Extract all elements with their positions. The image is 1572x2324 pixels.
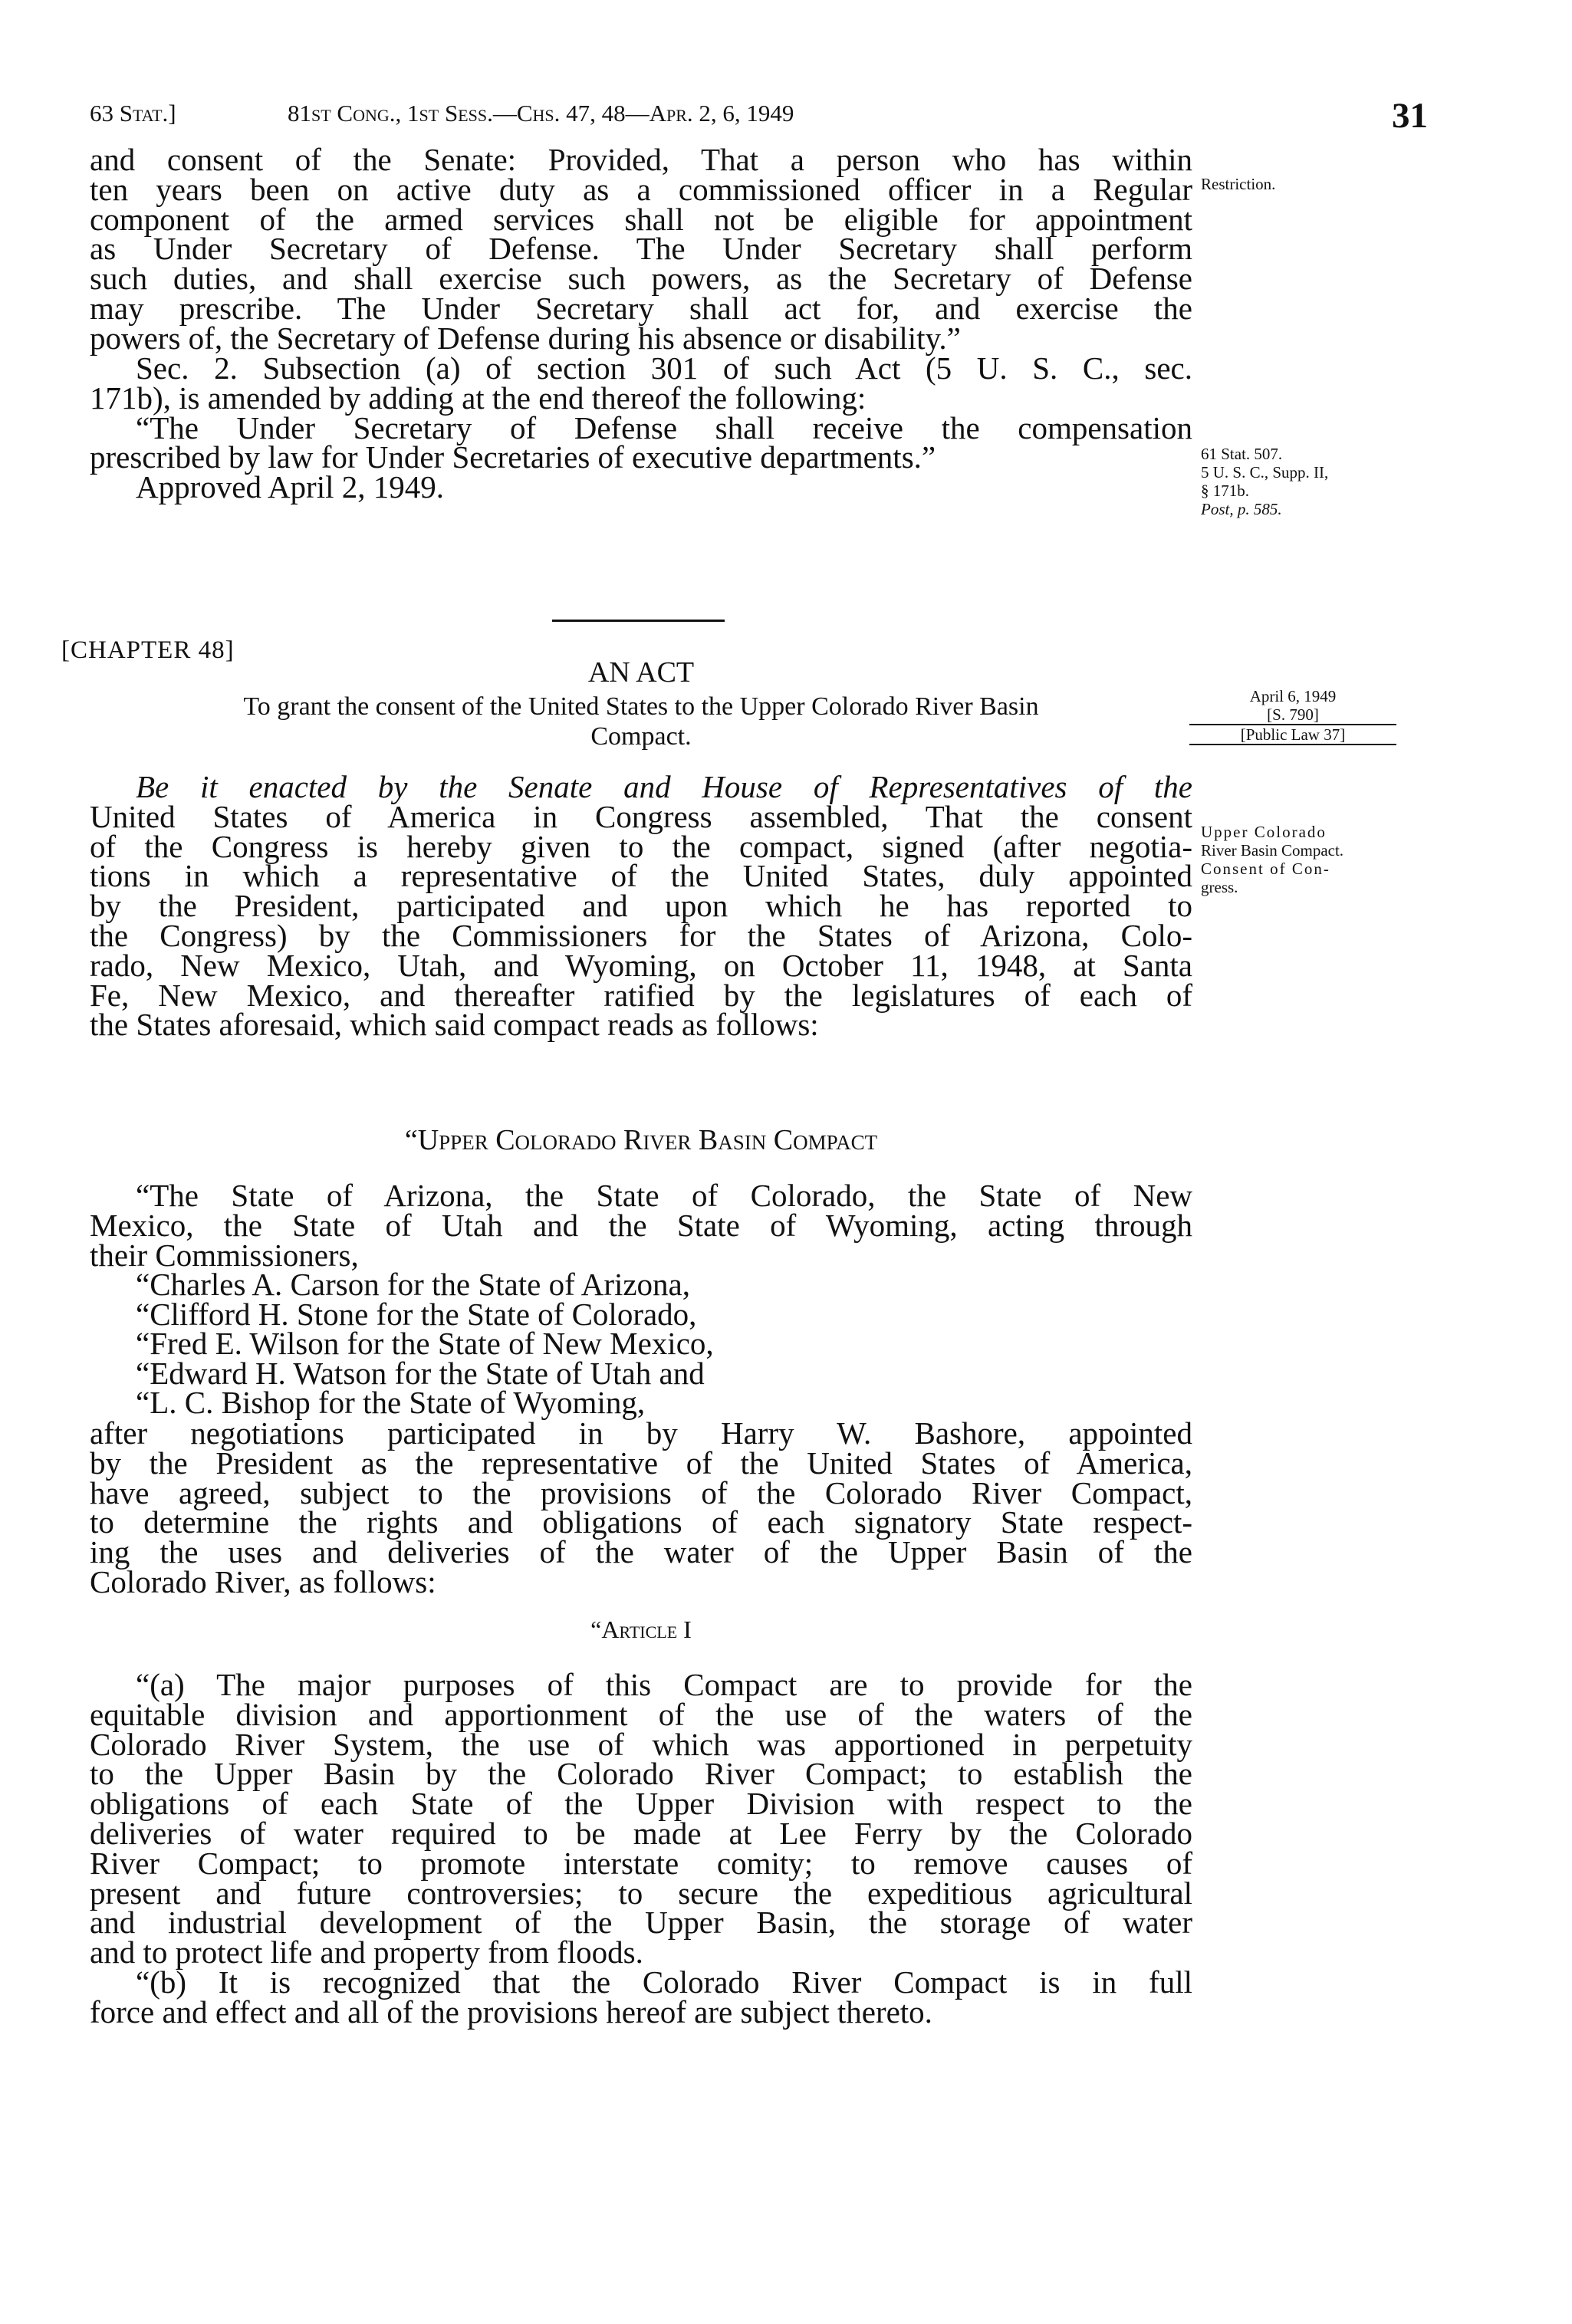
text-line: of the Congress is hereby given to the compact, signed (after negotia- <box>90 828 1192 864</box>
article-1-a <box>90 1667 1192 1971</box>
signatory: “Clifford H. Stone for the State of Colorado, <box>136 1296 697 1332</box>
text-line: prescribed by law for Under Secretaries of executive departments.” <box>90 439 936 475</box>
topic-line: River Basin Compact. <box>1201 841 1344 860</box>
signatory: “Charles A. Carson for the State of Arizona, <box>136 1267 691 1302</box>
text-line: ing the uses and deliveries of the water of the Upper Basin of the <box>90 1534 1192 1570</box>
citation: Post, p. 585. <box>1201 500 1282 518</box>
article-1-b <box>90 1964 1192 2030</box>
signatory: “Fred E. Wilson for the State of New Mexico, <box>136 1326 714 1362</box>
text-line: Fe, New Mexico, and thereafter ratified by the legislatures of each of <box>90 977 1192 1013</box>
text-line: powers of, the Secretary of Defense during his absence or disability.” <box>90 320 961 356</box>
compact-recital <box>90 1415 1192 1599</box>
text-line: United States of America in Congress assembled, That the consent <box>90 798 1192 834</box>
ch47-paragraph <box>90 142 1192 356</box>
ch47-section-2 <box>90 350 1192 505</box>
text-line: such duties, and shall exercise such powers, as the Secretary of Defense <box>90 261 1192 297</box>
approved-date: Approved April 2, 1949. <box>136 469 444 505</box>
text-line: ten years been on active duty as a commissioned officer in a Regular <box>90 171 1192 207</box>
text-line: “(b) It is recognized that the Colorado River Compact is in full <box>136 1964 1192 2000</box>
signatory: “Edward H. Watson for the State of Utah and <box>136 1355 705 1391</box>
text-line: and consent of the Senate: Provided, That a person who has within <box>90 142 1192 177</box>
page-number: 31 <box>1392 96 1428 136</box>
enacting-clause <box>90 769 1192 1043</box>
text-line: may prescribe. The Under Secretary shall act for, and exercise the <box>90 290 1192 326</box>
public-law: [Public Law 37] <box>1240 725 1346 744</box>
text-line: as Under Secretary of Defense. The Under Secretary shall perform <box>90 231 1192 267</box>
act-title: AN ACT <box>587 656 695 689</box>
text-line: Sec. 2. Subsection (a) of section 301 of such Act (5 U. S. C., sec. <box>136 350 1192 386</box>
text-line: to the Upper Basin by the Colorado River Compact; to establish the <box>90 1756 1192 1792</box>
citation: § 171b. <box>1201 482 1249 500</box>
text-line: by the President, participated and upon which he has reported to <box>90 888 1192 924</box>
topic-line: Consent of Con- <box>1201 860 1330 878</box>
text-line: component of the armed services shall not be eligible for appointment <box>90 201 1192 237</box>
section-divider <box>552 620 725 622</box>
text-line: the Congress) by the Commissioners for the States of Arizona, Colo- <box>90 917 1192 953</box>
text-line: Be it enacted by the Senate and House of Representatives of the <box>136 769 1192 804</box>
text-line: and industrial development of the Upper Basin, the storage of water <box>90 1905 1192 1941</box>
text-line: tions in which a representative of the United States, duly appointed <box>90 858 1192 894</box>
margin-note-date <box>1201 687 1385 745</box>
topic-line: gress. <box>1201 878 1238 896</box>
text-line: by the President as the representative of the United States of America, <box>90 1445 1192 1481</box>
text-line: “The Under Secretary of Defense shall receive the compensation <box>136 409 1192 445</box>
text-line: after negotiations participated in by Harry W. Bashore, appointed <box>90 1415 1192 1451</box>
text-line: force and effect and all of the provisions hereof are subject thereto. <box>90 1994 932 2030</box>
text-line: their Commissioners, <box>90 1237 359 1273</box>
bill-number: [S. 790] <box>1267 705 1319 724</box>
margin-rule <box>1189 744 1396 745</box>
text-line: Colorado River, as follows: <box>90 1563 436 1599</box>
text-line: obligations of each State of the Upper Division with respect to the <box>90 1786 1192 1822</box>
text-line: rado, New Mexico, Utah, and Wyoming, on October 11, 1948, at Santa <box>90 947 1192 983</box>
chapter-heading: [CHAPTER 48] <box>61 636 235 664</box>
text-line: to determine the rights and obligations of each signatory State respect- <box>90 1504 1192 1540</box>
text-line: deliveries of water required to be made at Lee Ferry by the Colorado <box>90 1815 1192 1851</box>
citation: 5 U. S. C., Supp. II, <box>1201 463 1329 482</box>
compact-preamble <box>90 1178 1192 1273</box>
text-line: have agreed, subject to the provisions of the Colorado River Compact, <box>90 1474 1192 1510</box>
signatories-list <box>136 1267 714 1421</box>
text-line: and to protect life and property from floods. <box>90 1934 643 1971</box>
text-line: “The State of Arizona, the State of Colorado, the State of New <box>136 1178 1192 1213</box>
text-line: “(a) The major purposes of this Compact are to provide for the <box>136 1667 1192 1702</box>
citation: 61 Stat. 507. <box>1201 445 1283 463</box>
margin-note-restriction: Restriction. <box>1201 175 1276 193</box>
text-line: River Compact; to promote interstate comity; to remove causes of <box>90 1845 1192 1881</box>
text-line: the States aforesaid, which said compact reads as follows: <box>90 1007 819 1043</box>
margin-note-citations <box>1201 445 1400 518</box>
article-title: “Article I <box>590 1616 692 1643</box>
act-purpose-line-2: Compact. <box>590 722 692 751</box>
signatory: “L. C. Bishop for the State of Wyoming, <box>136 1385 646 1421</box>
header-stat: 63 Stat.] <box>90 100 176 127</box>
margin-note-topic <box>1201 823 1400 896</box>
compact-title: “Upper Colorado River Basin Compact <box>404 1124 878 1156</box>
topic-line: Upper Colorado <box>1201 823 1327 841</box>
header-session: 81st Cong., 1st Sess.—Chs. 47, 48—Apr. 2, 6, 1949 <box>288 100 794 127</box>
text-line: Mexico, the State of Utah and the State of Wyoming, acting through <box>90 1207 1192 1243</box>
text-line: equitable division and apportionment of the use of the waters of the <box>90 1696 1192 1732</box>
text-line: 171b), is amended by adding at the end thereof the following: <box>90 380 867 416</box>
act-purpose-line-1: To grant the consent of the United States to the Upper Colorado River Basin <box>243 692 1039 721</box>
approval-date: April 6, 1949 <box>1249 687 1337 705</box>
text-line: Colorado River System, the use of which was apportioned in perpetuity <box>90 1726 1192 1762</box>
text-line: present and future controversies; to secure the expeditious agricultural <box>90 1875 1192 1911</box>
